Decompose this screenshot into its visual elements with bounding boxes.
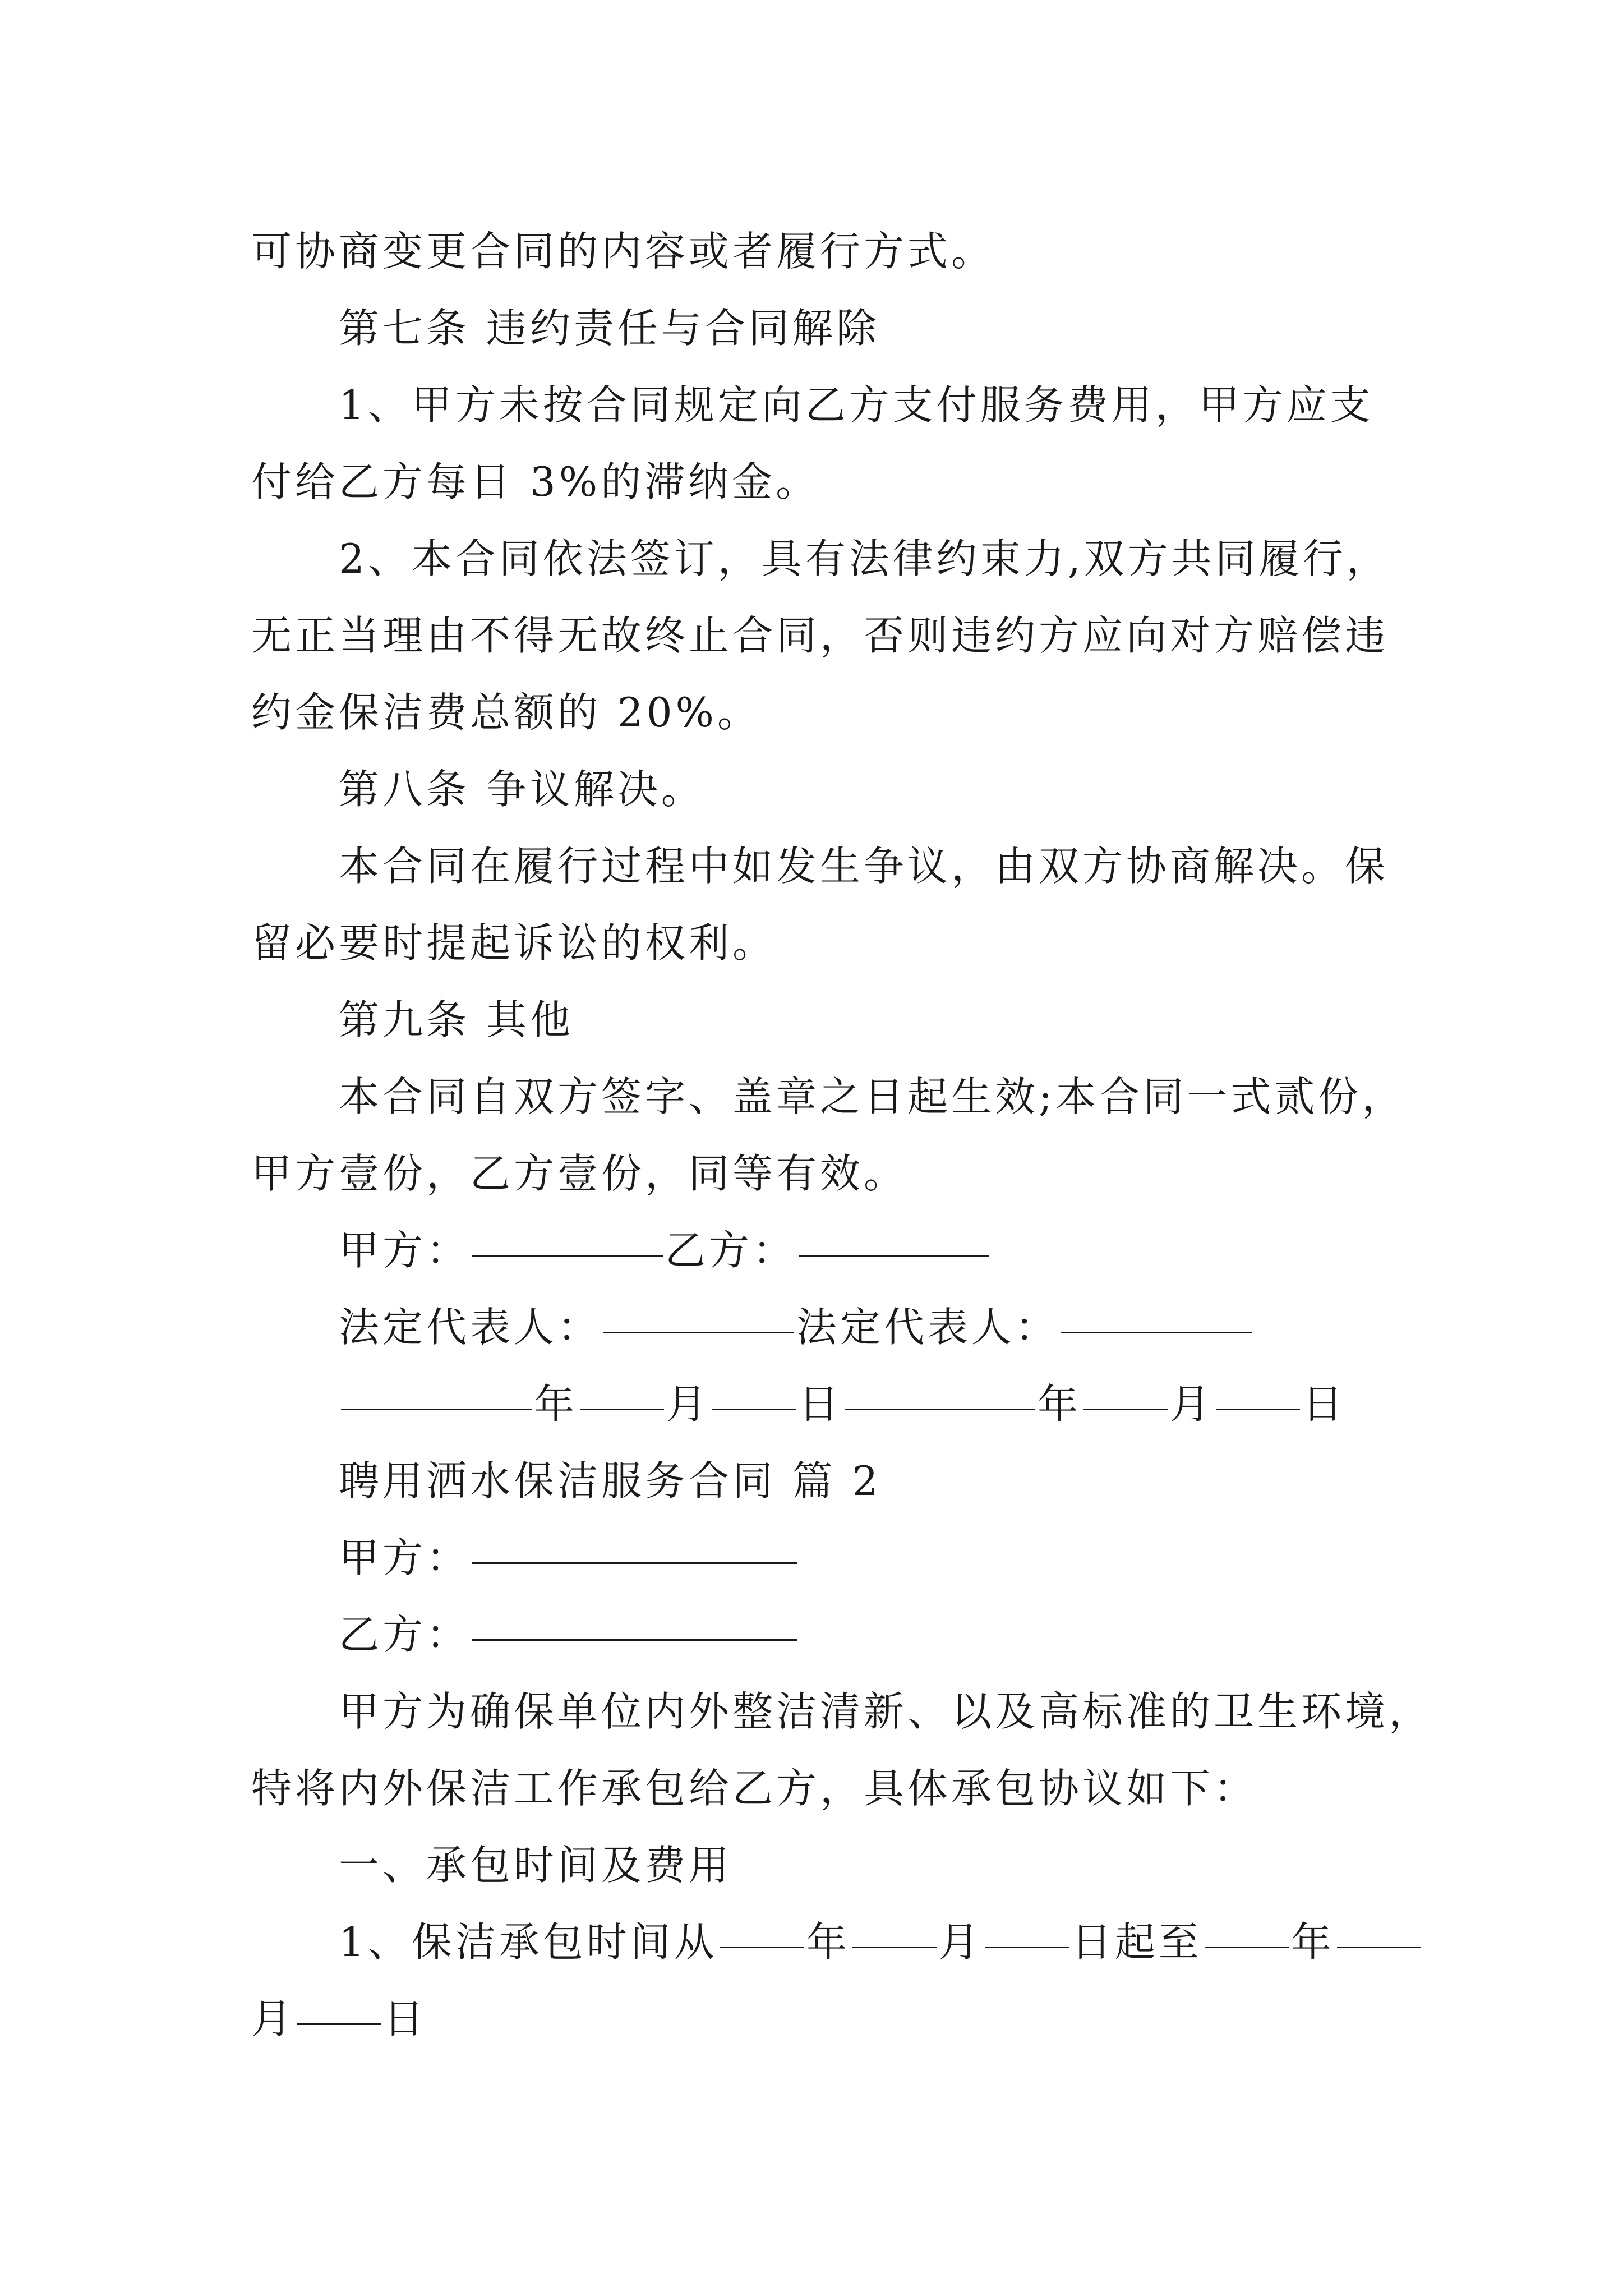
day-label: 日 (1302, 1381, 1347, 1428)
end-year-blank (1205, 1947, 1289, 1948)
party-b-blank (472, 1639, 797, 1641)
term-mid: 起至 (1114, 1918, 1202, 1966)
day-label: 日 (799, 1381, 843, 1428)
month-label: 月 (251, 1995, 296, 2042)
month-label: 月 (666, 1381, 711, 1428)
paragraph-line: 2、本合同依法签订，具有法律约束力,双方共同履行， (339, 535, 1390, 582)
contract-term-line-continued (251, 1981, 1384, 2058)
article-9-heading: 第九条 其他 (339, 996, 574, 1043)
document-body (251, 213, 1433, 2058)
paragraph-line: 无正当理由不得无故终止合同，否则违约方应向对方赔偿违 (251, 612, 1389, 659)
term-prefix: 1、保洁承包时间从 (339, 1918, 718, 1966)
paragraph-line: 1、甲方未按合同规定向乙方支付服务费用，甲方应支 (339, 381, 1374, 429)
start-month-blank (852, 1947, 937, 1948)
year-label: 年 (806, 1918, 850, 1966)
paragraph-line: 留必要时提起诉讼的权利。 (251, 919, 777, 967)
party-b-label: 乙方： (339, 1611, 471, 1658)
paragraph-line: 本合同在履行过程中如发生争议，由双方协商解决。保 (339, 843, 1389, 890)
day-label: 日 (384, 1995, 428, 2042)
date-b-month-blank (1083, 1409, 1168, 1410)
contract-term-line (251, 1904, 1384, 1981)
signature-reps-line (251, 1289, 1384, 1366)
start-year-blank (720, 1947, 804, 1948)
party-a-blank (472, 1255, 663, 1257)
day-label: 日 (1071, 1918, 1115, 1966)
start-day-blank (985, 1947, 1069, 1948)
paragraph-line: 甲方为确保单位内外整洁清新、以及高标准的卫生环境， (339, 1688, 1433, 1735)
rep-a-blank (603, 1332, 794, 1333)
end-month-blank (1337, 1947, 1421, 1948)
paragraph-line: 约金保洁费总额的 20%。 (251, 689, 761, 736)
paragraph-line: 付给乙方每日 3%的滞纳金。 (251, 458, 820, 505)
section-2-heading-1: 一、承包时间及费用 (339, 1842, 733, 1889)
party-b-label: 乙方： (665, 1227, 797, 1274)
section-2-party-a-line (251, 1520, 1384, 1596)
rep-b-label: 法定代表人： (796, 1304, 1059, 1351)
rep-b-blank (1061, 1332, 1252, 1333)
date-a-day-blank (712, 1409, 796, 1410)
section-2-title: 聘用洒水保洁服务合同 篇 2 (339, 1457, 882, 1504)
rep-a-label: 法定代表人： (339, 1304, 602, 1351)
date-b-day-blank (1216, 1409, 1300, 1410)
paragraph-line: 特将内外保洁工作承包给乙方，具体承包协议如下： (251, 1765, 1258, 1812)
year-label: 年 (1290, 1918, 1335, 1966)
party-b-blank (799, 1255, 989, 1257)
paragraph-line: 甲方壹份，乙方壹份，同等有效。 (251, 1150, 908, 1197)
signature-date-line (251, 1366, 1384, 1443)
signature-parties-line (251, 1212, 1384, 1289)
date-a-year-blank (341, 1409, 532, 1410)
year-label: 年 (1038, 1381, 1082, 1428)
date-a-month-blank (580, 1409, 664, 1410)
party-a-blank (472, 1562, 797, 1564)
article-7-heading: 第七条 违约责任与合同解除 (339, 305, 880, 352)
article-8-heading: 第八条 争议解决。 (339, 766, 705, 813)
party-a-label: 甲方： (339, 1227, 471, 1274)
end-day-blank (297, 2023, 381, 2025)
paragraph-line: 可协商变更合同的内容或者履行方式。 (251, 228, 995, 275)
date-b-year-blank (845, 1409, 1035, 1410)
section-2-party-b-line (251, 1596, 1384, 1673)
year-label: 年 (534, 1381, 578, 1428)
paragraph-line: 本合同自双方签字、盖章之日起生效;本合同一式贰份， (339, 1073, 1406, 1120)
month-label: 月 (938, 1918, 983, 1966)
month-label: 月 (1170, 1381, 1214, 1428)
party-a-label: 甲方： (339, 1534, 471, 1581)
